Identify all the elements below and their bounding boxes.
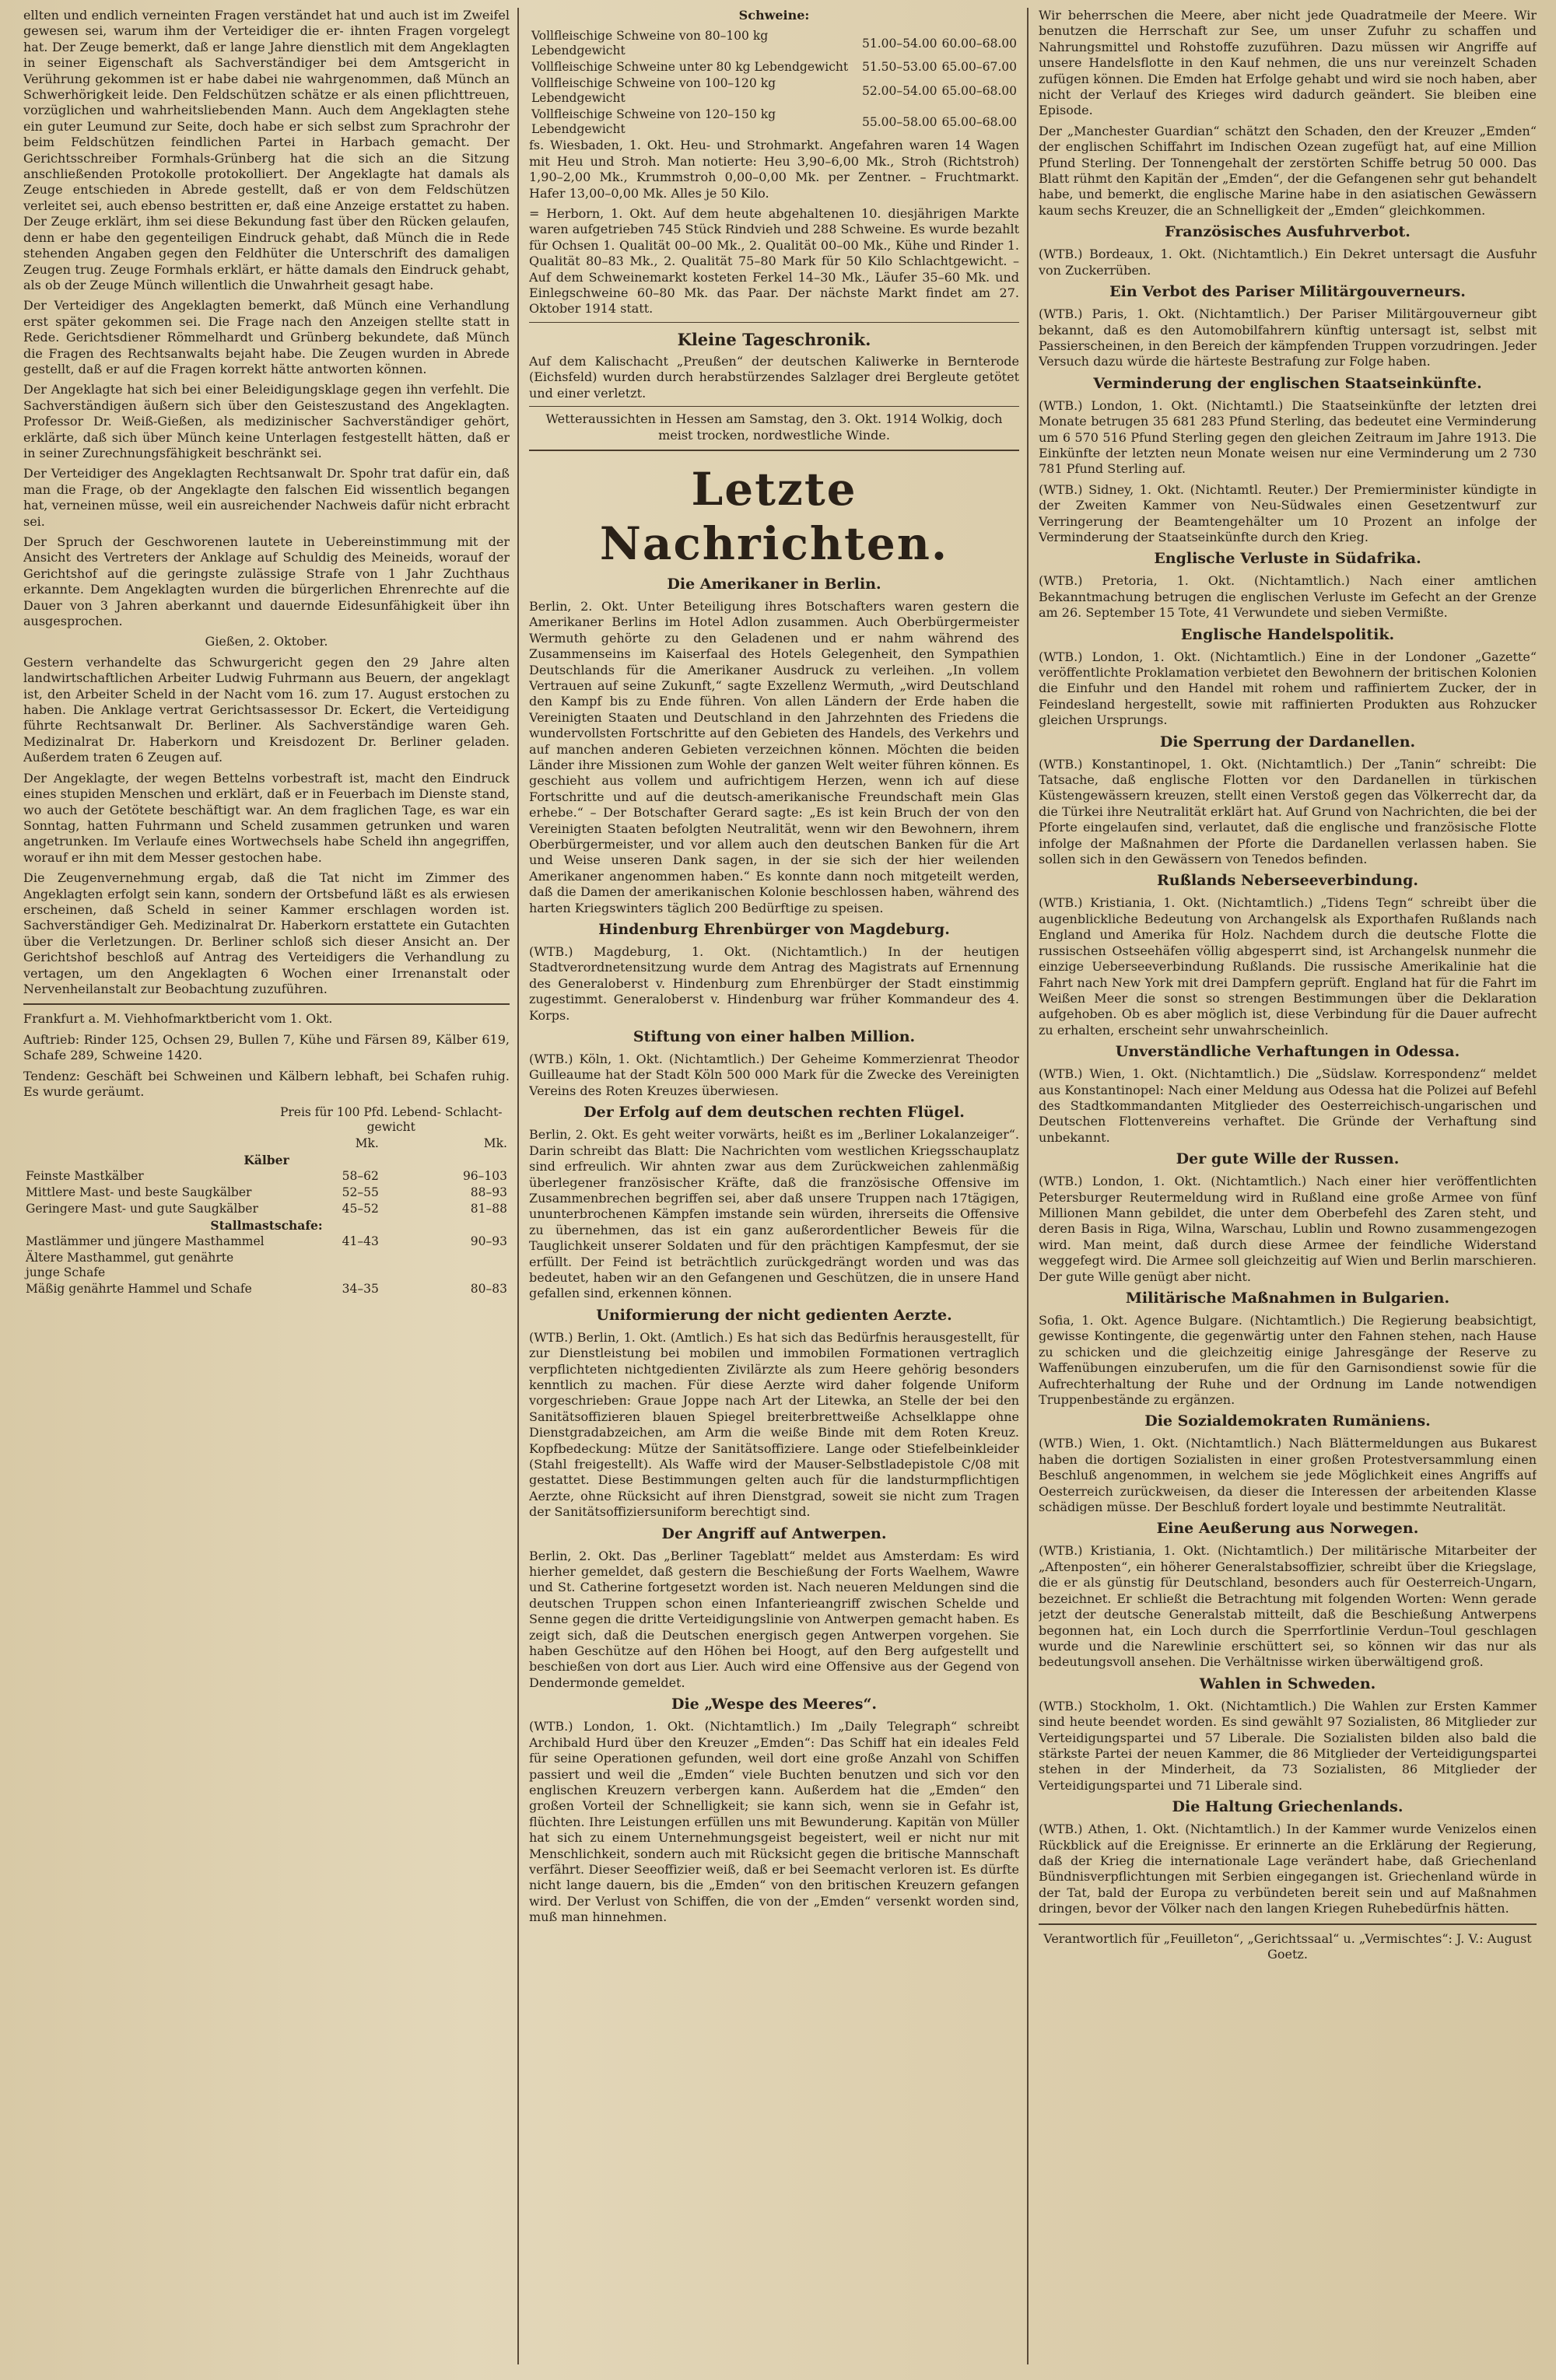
section-heading: Uniformierung der nicht gedienten Aerzte. [596,1306,952,1324]
article-paragraph: (WTB.) Pretoria, 1. Okt. (Nichtamtlich.) Nach einer amtlichen Bekanntmachung betrugen die englischen Verluste im Gefecht an der Grenze am 26. September 15 Tote, 41 Verwundete und sieben Vermißte. [1039,573,1537,621]
section-heading: Die Sperrung der Dardanellen. [1159,733,1416,751]
article-paragraph: Wir beherrschen die Meere, aber nicht jede Quadratmeile der Meere. Wir benutzen die Herrschaft zur See, um unser Zufuhr zu schaffen und Nahrungsmittel und Rohstoffe zuzuführen. Dazu müssen wir Angriffe auf unsere Handelsflotte in den Kauf nehmen, die uns nur vereinzelt Schaden zufügen können. Die Emden hat Erfolge gehabt und wird sie noch haben, aber nicht der Verlauf des Krieges wird dadurch geändert. Sie bleiben eine Episode. [1039,8,1537,118]
article-paragraph: Der „Manchester Guardian“ schätzt den Schaden, den der Kreuzer „Emden“ der englischen Schiffahrt im Indischen Ozean zugefügt hat, auf eine Million Pfund Sterling. Der Tonnengehalt der zerstörten Schiffe betrug 50 000. Das Blatt rühmt den Kapitän der „Emden“, der die Gefangenen sehr gut behandelt habe, und bemerkt, die englische Marine habe in den asiatischen Gewässern kaum sechs Kreuzer, die an Schnelligkeit der „Emden“ gleichkommen. [1039,123,1537,218]
market-intro: Auftrieb: Rinder 125, Ochsen 29, Bullen 7, Kühe und Färsen 89, Kälber 619, Schafe 289, Schweine 1420. [23,1031,510,1063]
article-paragraph: (WTB.) Bordeaux, 1. Okt. (Nichtamtlich.) Ein Dekret untersagt die Ausfuhr von Zuckerrüben. [1039,247,1537,278]
section-heading: Der gute Wille der Russen. [1176,1150,1400,1168]
section-heading: Die „Wespe des Meeres“. [671,1696,878,1713]
table-row: Vollfleischige Schweine von 80–100 kg Lebendgewicht 51.00–54.00 60.00–68.00 [531,29,1017,58]
table-head-cell: Preis für 100 Pfd. Lebend- Schlacht- gewicht [279,1105,503,1135]
divider [529,406,1019,407]
column-rule [517,8,519,2364]
divider [529,450,1019,451]
pig-market-table [529,28,1019,138]
section-heading: Der Angriff auf Antwerpen. [661,1524,887,1542]
divider [1039,1923,1537,1925]
section-heading: Verminderung der englischen Staatseinkünfte. [1093,374,1482,392]
article-paragraph: (WTB.) Kristiania, 1. Okt. (Nichtamtlich.) „Tidens Tegn“ schreibt über die augenblickliche Bedeutung von Archangelsk als Exporthafen Rußlands nach England und Amerika für Holz. Nachdem durch die deutsche Flotte die russischen Ostseehäfen völlig abgesperrt sind, ist Archangelsk nunmehr die einzige Ueberseeverbindung Rußlands. Die russische Amerikalinie hat die Fahrt nach New York mit drei Dampfern geprüft. England hat für die Fahrt im Weißen Meer die sonst so strengen Bestimmungen über die Deklaration aufgehoben. Ob es aber möglich ist, diese Verbindung für die Dauer aufrecht zu erhalten, erscheint sehr unwahrscheinlich. [1039,895,1537,1038]
table-unit: Mk. [483,1136,507,1151]
section-heading: Stiftung von einer halben Million. [633,1028,916,1046]
table-section: Kälber [244,1153,289,1168]
article-paragraph: (WTB.) Wien, 1. Okt. (Nichtamtlich.) Die „Südslaw. Korrespondenz“ meldet aus Konstantinopel: Nach einer Meldung aus Odessa hat die Polizei auf Befehl des Stadtkommandanten Mitglieder des Oesterreichisch-ungarischen und Deutschen Flottenvereins verhaftet. Die Gründe der Verhaftung sind unbekannt. [1039,1066,1537,1145]
article-paragraph: (WTB.) Athen, 1. Okt. (Nichtamtlich.) In der Kammer wurde Venizelos einen Rückblick auf die Ereignisse. Er erinnerte an die Erklärung der Regierung, daß der Krieg die internationale Lage verändert habe, daß Griechenland Bündnisverpflichtungen mit Serbien eingegangen ist. Griechenland würde in der Tat, bald der Europa zu verbündeten bereit sein und auf Maßnahmen dringen, bevor der Völker nach den langen Kriegen Ruhebedürfnis hätten. [1039,1822,1537,1916]
article-paragraph: Der Spruch der Geschworenen lautete in Uebereinstimmung mit der Ansicht des Vertreters der Anklage auf Schuldig des Meineids, worauf der Gerichtshof auf die geringste zulässige Strafe von 1 Jahr Zuchthaus erkannte. Dem Angeklagten wurden die bürgerlichen Ehrenrechte auf die Dauer von 3 Jahren aberkannt und dauernde Eidesunfähigkeit über ihn ausgesprochen. [23,534,510,629]
table-row: Mäßig genährte Hammel und Schafe 34–35 80–83 [26,1282,507,1297]
section-heading: Der Erfolg auf dem deutschen rechten Flügel. [584,1104,965,1122]
article-paragraph: Die Zeugenvernehmung ergab, daß die Tat nicht im Zimmer des Angeklagten erfolgt sein kann, sondern der Ortsbefund läßt es als erwiesen erscheinen, daß Scheld in seiner Kammer erschlagen worden ist. Sachverständiger Geh. Medizinalrat Dr. Haberkorn erstattete ein Gutachten über die Verletzungen. Dr. Berliner schloß sich dieser Ansicht an. Der Gerichtshof beschloß auf Antrag des Verteidigers die Verhandlung zu vertagen, um den Angeklagten 6 Wochen einer Irrenanstalt oder Nervenheilanstalt zur Beobachtung zuzuführen. [23,870,510,996]
section-heading: Rußlands Neberseeverbindung. [1157,872,1418,890]
table-row: Mastlämmer und jüngere Masthammel 41–43 90–93 [26,1234,507,1249]
article-paragraph: (WTB.) Wien, 1. Okt. (Nichtamtlich.) Nach Blättermeldungen aus Bukarest haben die dortigen Sozialisten in einer großen Protestversammlung einen Beschluß angenommen, in welchem sie jede Möglichkeit eines Angriffs auf Oesterreich zurückweisen, da dieser die Interessen der arbeitenden Klasse schädigen müsse. Der Beschluß fordert loyale und bestimmte Neutralität. [1039,1436,1537,1515]
section-heading: Militärische Maßnahmen in Bulgarien. [1125,1290,1450,1307]
article-paragraph: (WTB.) Köln, 1. Okt. (Nichtamtlich.) Der Geheime Kommerzienrat Theodor Guilleaume hat der Stadt Köln 500 000 Mark für die Zwecke des Vereinigten Vereins des Roten Kreuzes überwiesen. [529,1052,1019,1098]
dateline: Gießen, 2. Oktober. [205,634,328,649]
column-rule [1027,8,1029,2364]
market-report: fs. Wiesbaden, 1. Okt. Heu- und Strohmarkt. Angefahren waren 14 Wagen mit Heu und Stroh. Man notierte: Heu 3,90–6,00 Mk., Stroh (Richtstroh) 1,90–2,00 Mk., Krummstroh 0,00–0,00 Mk. per Zentner. – Fruchtmarkt. Hafer 13,00–0,00 Mk. Alles je 50 Kilo. [529,138,1019,201]
article-paragraph: ellten und endlich verneinten Fragen verständet hat und auch ist im Zweifel gewesen sei, warum ihm der Verteidiger die er- ihnten Fragen vorgelegt hat. Der Zeuge bemerkt, daß er lange Jahre dienstlich mit dem Angeklagten in seiner Eigenschaft als Sachverständiger bei dem Amtsgericht in Verührung gekommen ist er habe dabei nie wahrgenommen, daß Münch an Schwerhörigkeit leide. Den Feldschützen schätze er als einen pflichttreuen, vorzüglichen und wahrheitsliebenden Mann. Auch dem Angeklagten stehe ein guter Leumund zur Seite, doch habe er sich selbst zum Sprachrohr der beim Feldschützen feindlichen Partei in Harbach gemacht. Der Gerichtsschreiber Formhals-Grünberg hat die sich an die Sitzung anschließenden Protokolle protokolliert. Der Angeklagte hat damals als Zeuge entschieden in Abrede gestellt, daß er von dem Feldschützen verleitet sei, auch ebenso bestritten er, daß eine Anzeige erstattet zu haben. Der Zeuge erklärt, ihm sei diese Bekundung fast über den Rücken gelaufen, denn er habe den gegenteiligen Eindruck gehabt, daß Münch die in Rede stehenden Angaben gegen den Feldhüter die Unterschrift des damaligen Zeugen trug. Zeuge Formhals erklärt, er hätte damals den Eindruck gehabt, als ob der Zeuge Münch willentlich die Unwahrheit gesagt habe. [23,8,510,292]
market-title: Frankfurt a. M. Viehhofmarktbericht vom 1. Okt. [23,1011,333,1027]
table-head-cell [23,1104,272,1136]
article-paragraph: Gestern verhandelte das Schwurgericht gegen den 29 Jahre alten landwirtschaftlichen Arbeiter Ludwig Fuhrmann aus Beuern, der angeklagt ist, den Arbeiter Scheld in der Nacht vom 16. zum 17. August erstochen zu haben. Die Anklage vertrat Gerichtsassessor Dr. Eckert, die Verteidigung führte Rechtsanwalt Dr. Berliner. Als Sachverständige waren Geh. Medizinalrat Dr. Haberkorn und Kreisdozent Dr. Berliner geladen. Außerdem traten 6 Zeugen auf. [23,654,510,765]
section-heading: Kleine Tageschronik. [677,329,871,349]
market-title: Schweine: [738,8,810,23]
article-paragraph: Berlin, 2. Okt. Es geht weiter vorwärts, heißt es im „Berliner Lokalanzeiger“. Darin schreibt das Blatt: Die Nachrichten vom westlichen Kriegsschauplatz sind erfreulich. Wir ahnten zwar aus dem Zurückweichen zahlenmäßig überlegener französischer Kräfte, daß die französische Offensive im Zusammenbrechen begriffen sei, aber daß unsere Truppen nach 17tägigen, ununterbrochenen Kämpfen imstande sein würden, ihrerseits die Offensive zu übernehmen, das ist ein ganz außerordentlicher Beweis für die Tauglichkeit unserer Soldaten und für den prächtigen Kampfesmut, der sie erfüllt. Der Feind ist beträchtlich zurückgedrängt worden und was das bedeutet, haben wir an den Gefangenen und Geschützen, die in unsere Hand gefallen sind, erkennen können. [529,1127,1019,1301]
divider [529,322,1019,323]
section-heading: Die Sozialdemokraten Rumäniens. [1144,1412,1431,1430]
divider [23,1003,510,1005]
article-paragraph: Der Verteidiger des Angeklagten bemerkt, daß Münch eine Verhandlung erst später gekommen sei. Die Frage nach den Anzeigen stellte statt in Rede. Gerichtsdiener Römmelhardt und Grünberg bekundete, daß Münch die Fragen des Rechtsanwalts bejaht habe. Die Zeugen wurden in Abrede gestellt, daß er auf die Fragen korrekt hätte antworten können. [23,298,510,376]
table-row: Mittlere Mast- und beste Saugkälber 52–55 88–93 [26,1185,507,1200]
table-row: Vollfleischige Schweine von 100–120 kg Lebendgewicht 52.00–54.00 65.00–68.00 [531,76,1017,106]
article-paragraph: (WTB.) Magdeburg, 1. Okt. (Nichtamtlich.) In der heutigen Stadtverordnetensitzung wurde dem Antrag des Magistrats auf Ernennung des Generaloberst v. Hindenburg zum Ehrenbürger der Stadt einstimmig zugestimmt. Generaloberst v. Hindenburg war früher Kommandeur des 4. Korps. [529,944,1019,1023]
table-section: Stallmastschafe: [210,1218,323,1234]
article-paragraph: (WTB.) Konstantinopel, 1. Okt. (Nichtamtlich.) Der „Tanin“ schreibt: Die Tatsache, daß englische Flotten vor den Dardanellen in türkischen Küstengewässern kreuzen, stellt einen Verstoß gegen das Völkerrecht dar, da die Türkei ihre Neutralität erklärt hat. Auf Grund von Nachrichten, die bei der Pforte eingelaufen sind, verlautet, daß die englische und französische Flotte infolge der Maßnahmen der Pforte die Dardanellen verlassen haben. Sie sollen sich in den Gewässern von Tenedos befinden. [1039,756,1537,867]
table-row: Feinste Mastkälber 58–62 96–103 [26,1169,507,1184]
article-paragraph: Sofia, 1. Okt. Agence Bulgare. (Nichtamtlich.) Die Regierung beabsichtigt, gewisse Kontingente, die gegenwärtig unter den Fahnen stehen, nach Hause zu schicken und die gleichzeitig einige Jahresgänge der Reserve zu Waffenübungen einzuberufen, um die für den Garnisondienst sowie für die Aufrechterhaltung der Ruhe und der Ordnung im Lande notwendigen Truppenbestände zu ergänzen. [1039,1313,1537,1408]
section-heading: Hindenburg Ehrenbürger von Magdeburg. [598,921,950,939]
article-paragraph: Der Verteidiger des Angeklagten Rechtsanwalt Dr. Spohr trat dafür ein, daß man die Frage, ob der Angeklagte den falschen Eid wissentlich begangen hat, verneinen müsse, weil ein ausreichender Nachweis dafür nicht erbracht sei. [23,466,510,529]
section-heading: Ein Verbot des Pariser Militärgouverneurs. [1109,283,1466,301]
market-report: = Herborn, 1. Okt. Auf dem heute abgehaltenen 10. diesjährigen Markte waren aufgetrieben 745 Stück Rindvieh und 288 Schweine. Es wurde bezahlt für Ochsen 1. Qualität 00–00 Mk., 2. Qualität 00–00 Mk., Kühe und Rinder 1. Qualität 80–83 Mk., 2. Qualität 75–80 Mark für 50 Kilo Schlachtgewicht. – Auf dem Schweinemarkt kosteten Ferkel 14–30 Mk., Läufer 35–60 Mk. und Einlegschweine 60–80 Mk. das Paar. Der nächste Markt findet am 27. Oktober 1914 statt. [529,206,1019,317]
article-paragraph: Der Angeklagte, der wegen Bettelns vorbestraft ist, macht den Eindruck eines stupiden Menschen und erklärt, daß er in Feuerbach im Dienste stand, wo auch der Getötete beschäftigt war. An dem fraglichen Tage, es war ein Sonntag, hatten Fuhrmann und Scheld zusammen getrunken und waren angetrunken. Im Verlaufe eines Wortwechsels habe Scheld ihn angegriffen, worauf er ihn mit dem Messer gestochen habe. [23,770,510,865]
market-tendency: Tendenz: Geschäft bei Schweinen und Kälbern lebhaft, bei Schafen ruhig. Es wurde geräumt. [23,1068,510,1099]
section-heading: Eine Aeußerung aus Norwegen. [1156,1520,1419,1538]
article-paragraph: (WTB.) Paris, 1. Okt. (Nichtamtlich.) Der Pariser Militärgouverneur gibt bekannt, daß es den Automobilfahrern künftig untersagt ist, selbst mit Passierscheinen, in den Bereich der kämpfenden Truppen vorzudringen. Jeder Versuch dazu würde die härteste Bestrafung zur Folge haben. [1039,306,1537,369]
editor-credit: Verantwortlich für „Feuilleton“, „Gerichtssaal“ u. „Vermischtes“: J. V.: August Goetz. [1043,1930,1532,1962]
table-unit: Mk. [355,1136,379,1151]
article-paragraph: (WTB.) London, 1. Okt. (Nichtamtlich.) Im „Daily Telegraph“ schreibt Archibald Hurd über den Kreuzer „Emden“: Das Schiff hat ein ideales Feld für seine Operationen gefunden, weil dort eine große Anzahl von Schiffen passiert und weil die „Emden“ viele Buchten benutzen und sich vor den englischen Kreuzern verbergen kann. Außerdem hat die „Emden“ den großen Vorteil der Schnelligkeit; sie kann sich, wenn sie in Gefahr ist, flüchten. Ihre Leistungen erfüllen uns mit Bewunderung. Kapitän von Müller hat sich zu einem Unternehmungsgeist begeistert, weil er nicht nur mit Menschlichkeit, sondern auch mit Rücksicht gegen die britische Mannschaft verfährt. Dieser Seeoffizier weiß, daß er bei Seemacht verloren ist. Es dürfte nicht lange dauern, bis die „Emden“ von den britischen Kreuzern gefangen wird. Der Verlust von Schiffen, die von der „Emden“ versenkt worden sind, muß man hinnehmen. [529,1719,1019,1925]
section-heading: Englische Handelspolitik. [1180,625,1395,643]
table-row: Vollfleischige Schweine unter 80 kg Lebendgewicht 51.50–53.00 65.00–67.00 [531,60,1017,75]
article-paragraph: (WTB.) Stockholm, 1. Okt. (Nichtamtlich.) Die Wahlen zur Ersten Kammer sind heute beendet worden. Es sind gewählt 97 Sozialisten, 86 Mitglieder zur Verteidigungspartei und 57 Liberale. Die Sozialisten bilden also bald die stärkste Partei der neuen Kammer, die 86 Mitglieder der Verteidigungspartei stehen in der Minderheit, da 73 Sozialisten, 86 Mitglieder der Verteidigungspartei und 71 Liberale sind. [1039,1698,1537,1793]
market-table [23,1104,510,1297]
section-heading: Englische Verluste in Südafrika. [1154,550,1421,568]
column-right [1039,8,1537,2364]
table-row: Vollfleischige Schweine von 120–150 kg Lebendgewicht 55.00–58.00 65.00–68.00 [531,107,1017,137]
article-paragraph: Berlin, 2. Okt. Unter Beteiligung ihres Botschafters waren gestern die Amerikaner Berlins im Hotel Adlon zusammen. Auch Oberbürgermeister Wermuth gehörte zu den Geladenen und er nahm während des Zusammenseins im Kaiserfaal des Hotels Gelegenheit, den Sympathien Deutschlands für die Amerikaner Ausdruck zu verleihen. „In vollem Vertrauen auf seine Zukunft,“ sagte Exzellenz Wermuth, „wird Deutschland den Kampf bis zu Ende führen. Von allen Ländern der Erde haben die Vereinigten Staaten und Deutschland in den Jahrzehnten des Friedens die wundervollsten Fortschritte auf den Gebieten des Handels, des Verkehrs und auf manchen anderen Gebieten verzeichnen können. Möchten die beiden Länder ihre Missionen zum Wohle der ganzen Welt weiter führen können. Es geschieht aus vollem und aufrichtigem Herzen, wenn ich auf diese Fortschritte und auf die deutsch-amerikanische Freundschaft mein Glas erhebe.“ – Der Botschafter Gerard sagte: „Es ist kein Bruch der von den Vereinigten Staaten befolgten Neutralität, wenn wir den Bewohnern, ihrem Oberbürgermeister, und vor allem auch den deutschen Banken für die Art und Weise unseren Dank sagen, in der sie sich der hier weilenden Amerikaner angenommen haben.“ Es konnte dann noch mitgeteilt werden, daß die Damen der amerikanischen Kolonie beschlossen haben, während des harten Kriegswinters täglich 200 Bedürftige zu speisen. [529,598,1019,915]
article-paragraph: Auf dem Kalischacht „Preußen“ der deutschen Kaliwerke in Bernterode (Eichsfeld) wurden durch herabstürzendes Salzlager drei Bergleute getötet und einer verletzt. [529,353,1019,401]
article-paragraph: (WTB.) Sidney, 1. Okt. (Nichtamtl. Reuter.) Der Premierminister kündigte in der Zweiten Kammer von Neu-Südwales einen Gesetzentwurf zur Verringerung der Beamtengehälter um 10 Prozent an infolge der Verminderung der Staatseinkünfte durch den Krieg. [1039,481,1537,544]
article-paragraph: (WTB.) London, 1. Okt. (Nichtamtlich.) Eine in der Londoner „Gazette“ veröffentlichte Proklamation verbietet den Bewohnern der britischen Kolonien die Einfuhr und den Handel mit rohem und raffiniertem Zucker, der in Feindesland hergestellt, sowie mit raffinierten Produkten aus Rohzucker gleichen Ursprungs. [1039,649,1537,728]
section-heading: Wahlen in Schweden. [1199,1675,1376,1692]
article-paragraph: (WTB.) Kristiania, 1. Okt. (Nichtamtlich.) Der militärische Mitarbeiter der „Aftenposten“, ein höherer Generalstabsoffizier, schreibt über die Kriegslage, die er als günstig für Deutschland, besonders auch für Oesterreich-Ungarn, bezeichnet. Er schließt die Betrachtung mit folgenden Worten: Wenn gerade jetzt der deutsche Generalstab mitteilt, daß die Beschießung Antwerpens begonnen hat, ein Loch durch die Sperrfortlinie Verdun–Toul geschlagen wurde und die Narewlinie erschüttert sei, so können wir das nur als bedeutungsvoll ansehen. Die Verhältnisse wirken überwältigend groß. [1039,1543,1537,1670]
main-headline: Letzte Nachrichten. [599,462,949,570]
article-paragraph: (WTB.) London, 1. Okt. (Nichtamtl.) Die Staatseinkünfte der letzten drei Monate betrugen 35 681 283 Pfund Sterling, das bedeutet eine Verminderung um 6 570 516 Pfund Sterling gegen den gleichen Zeitraum im Jahre 1913. Die Einkünfte der letzten neun Monate weisen nur eine Verminderung um 2 730 781 Pfund Sterling auf. [1039,397,1537,477]
section-heading: Die Amerikaner in Berlin. [667,575,881,593]
section-heading: Französisches Ausfuhrverbot. [1165,223,1411,241]
section-heading: Die Haltung Griechenlands. [1172,1798,1404,1816]
column-middle [529,8,1019,2364]
article-paragraph: (WTB.) London, 1. Okt. (Nichtamtlich.) Nach einer hier veröffentlichten Petersburger Reutermeldung wird in Rußland eine große Armee von fünf Millionen Mann gebildet, die unter dem Oberbefehl des Zaren steht, und deren Basis in Riga, Wilna, Warschau, Lublin und Rowno zusammengezogen wird. Man meint, daß durch diese Armee der feindliche Widerstand weggefegt wird. Die Armee soll gleichzeitig auf Wien und Berlin marschieren. Der gute Wille genügt aber nicht. [1039,1174,1537,1284]
column-left [23,8,510,2364]
article-paragraph: Berlin, 2. Okt. Das „Berliner Tageblatt“ meldet aus Amsterdam: Es wird hierher gemeldet, daß gestern die Beschießung der Forts Waelhem, Wawre und St. Catherine fortgesetzt worden ist. Nach neueren Meldungen sind die deutschen Truppen schon einen Infanterieangriff zwischen Schelde und Senne gegen die dritte Verteidigungslinie von Antwerpen gemacht haben. Es zeigt sich, daß die Deutschen energisch gegen Antwerpen vorgehen. Sie haben Geschütze auf den Höhen bei Hoogt, auf den Berg aufgestellt und beschießen von dort aus Lier. Auch wird eine Offensive aus der Gegend von Dendermonde gemeldet. [529,1548,1019,1690]
weather-forecast: Wetteraussichten in Hessen am Samstag, den 3. Okt. 1914 Wolkig, doch meist trocken, nordwestliche Winde. [545,411,1003,443]
section-heading: Unverständliche Verhaftungen in Odessa. [1115,1043,1460,1061]
table-row: Ältere Masthammel, gut genährte junge Schafe [26,1251,234,1280]
table-row: Geringere Mast- und gute Saugkälber 45–52 81–88 [26,1202,507,1216]
article-paragraph: (WTB.) Berlin, 1. Okt. (Amtlich.) Es hat sich das Bedürfnis herausgestellt, für zur Dienstleistung bei mobilen und immobilen Formationen vertraglich verpflichteten nichtgedienten Zivilärzte als zum Heere gehörig besonders kenntlich zu machen. Für diese Aerzte wird daher folgende Uniform vorgeschrieben: Graue Joppe nach Art der Litewka, an Stelle der bei den Sanitätsoffizieren blauen Spiegel breiterbrettweiße Achselklappe ohne Dienstgradabzeichen, am Arm die weiße Binde mit dem Roten Kreuz. Kopfbedeckung: Mütze der Sanitätsoffiziere. Lange oder Stiefelbeinkleider (Stahl freigestellt). Als Waffe wird der Mauser-Selbstladepistole C/08 mit gestattet. Diese Bestimmungen gelten auch für die landsturmpflichtigen Aerzte, ohne Rücksicht auf ihren Dienstgrad, soweit sie nicht zum Tragen der Sanitätsoffiziersuniform berechtigt sind. [529,1329,1019,1520]
article-paragraph: Der Angeklagte hat sich bei einer Beleidigungsklage gegen ihn verfehlt. Die Sachverständigen äußern sich über den Geisteszustand des Angeklagten. Professor Dr. Weiß-Gießen, als medizinischer Sachverständiger gehört, erklärte, daß sich über Münch keine Unterlagen festgestellt hätten, daß er in seiner Zurechnungsfähigkeit beschränkt sei. [23,382,510,460]
